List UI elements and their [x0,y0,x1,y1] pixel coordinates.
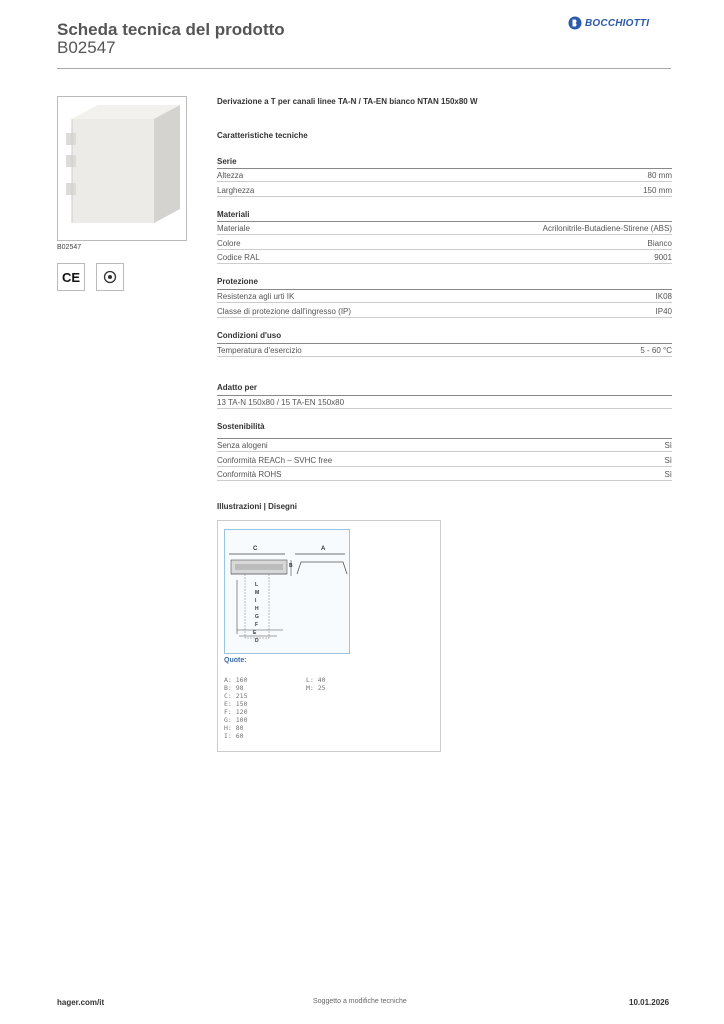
spec-value: Sì [664,456,672,465]
quotes-title: Quote: [224,657,247,664]
spec-row [217,438,672,452]
quote-item: F: 120 [224,708,248,716]
drawing-lines-icon [225,530,349,653]
spec-value: 150 mm [643,186,672,195]
brand-mark-icon [568,16,582,30]
spec-row [217,289,672,303]
section-title-protezione: Protezione [217,277,258,286]
product-image [57,96,187,241]
spec-row [217,304,672,318]
dim-label: C [253,546,258,552]
spec-label: Resistenza agli urti IK [217,292,295,301]
spec-label: Materiale [217,224,250,233]
spec-value: Sì [664,441,672,450]
ce-mark: CE [57,263,85,291]
dim-label: I [255,598,257,604]
spec-value: 5 - 60 °C [640,346,672,355]
quote-item: E: 150 [224,700,248,708]
technical-drawing [224,529,350,654]
quote-item: M: 25 [306,684,326,692]
section-title-serie: Serie [217,157,237,166]
spec-label: 13 TA-N 150x80 / 15 TA-EN 150x80 [217,398,345,407]
header-divider [57,68,671,69]
quote-item: G: 100 [224,716,248,724]
dim-label: B [289,563,293,569]
imq-certification [96,263,124,291]
footer-date: 10.01.2026 [629,998,670,1007]
spec-label: Temperatura d'esercizio [217,346,302,355]
quote-item: L: 40 [306,676,326,684]
spec-label: Larghezza [217,186,255,195]
spec-row [217,395,672,409]
spec-value: Bianco [647,239,672,248]
section-title-sostenibilita: Sostenibilità [217,422,265,431]
quote-item: C: 215 [224,692,248,700]
product-photo-icon [58,97,186,240]
dim-label: H [255,606,259,612]
spec-label: Conformità ROHS [217,470,282,479]
spec-value: Acrilonitrile-Butadiene-Stirene (ABS) [542,224,672,233]
quote-item: A: 160 [224,676,248,684]
spec-row [217,467,672,481]
spec-label: Altezza [217,171,244,180]
spec-row [217,183,672,197]
product-code-heading: B02547 [57,38,116,57]
spec-label: Conformità REACh – SVHC free [217,456,333,465]
spec-row [217,343,672,357]
spec-value: IK08 [655,292,672,301]
dim-label: D [255,638,259,644]
quotes-right-column [306,676,326,692]
quote-item: B: 98 [224,684,244,692]
spec-value: Sì [664,470,672,479]
page-title: Scheda tecnica del prodotto [57,20,285,39]
spec-label: Classe di protezione dall'ingresso (IP) [217,307,352,316]
section-title-materiali: Materiali [217,210,250,219]
dim-label: G [255,614,259,620]
spec-label: Senza alogeni [217,441,268,450]
dim-label: M [255,590,260,596]
brand-logo [568,14,656,32]
product-code-caption: B02547 [57,244,82,251]
spec-row [217,453,672,467]
dim-label: A [321,546,326,552]
footer-disclaimer: Soggetto a modifiche tecniche [313,998,407,1005]
spec-label: Codice RAL [217,253,260,262]
spec-value: IP40 [655,307,672,316]
spec-row [217,236,672,250]
spec-label: Colore [217,239,241,248]
illustrations-title: Illustrazioni | Disegni [217,502,298,511]
spec-value: 80 mm [647,171,672,180]
quotes-left-column [224,676,247,740]
dim-label: E [253,630,257,636]
footer-website-link[interactable]: hager.com/it [57,998,105,1007]
quote-item: I: 60 [224,732,244,740]
section-title-condizioni: Condizioni d'uso [217,331,282,340]
spec-value: 9001 [654,253,672,262]
imq-icon [103,270,117,284]
tech-heading: Caratteristiche tecniche [217,131,308,140]
section-title-adatto: Adatto per [217,383,257,392]
spec-row [217,221,672,235]
quote-item: H: 80 [224,724,244,732]
dim-label: L [255,582,259,588]
product-description: Derivazione a T per canali linee TA-N / TA-EN bianco NTAN 150x80 W [217,97,478,106]
spec-row [217,250,672,264]
spec-row [217,168,672,182]
dim-label: F [255,622,259,628]
brand-name: BOCCHIOTTI [585,17,650,29]
